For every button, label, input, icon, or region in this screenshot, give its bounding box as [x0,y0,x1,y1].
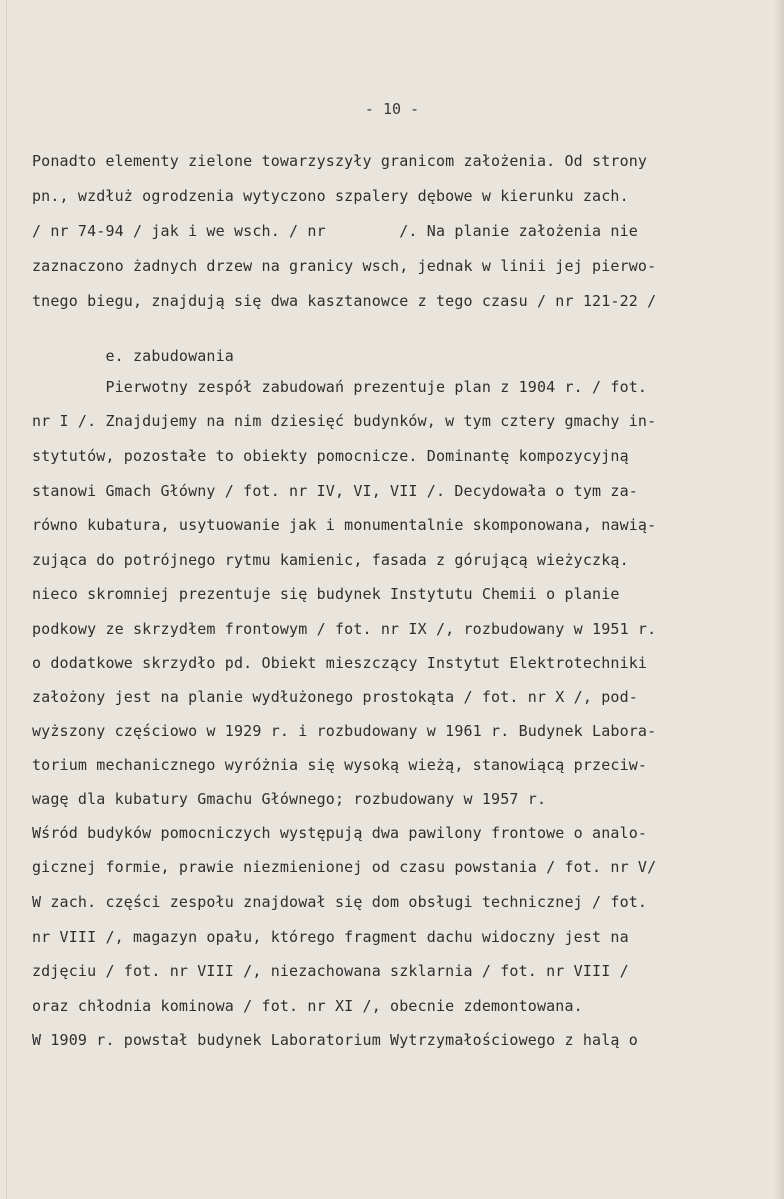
text-line: zaznaczono żadnych drzew na granicy wsch, jednak w linii jej pierwo- [32,257,657,275]
text-line: Pierwotny zespół zabudowań prezentuje plan z 1904 r. / fot. [32,378,648,396]
text-line: W 1909 r. powstał budynek Laboratorium Wytrzymałościowego z halą o [32,1031,638,1049]
text-line: tnego biegu, znajdują się dwa kasztanowce z tego czasu / nr 121-22 / [32,292,657,310]
text-line: oraz chłodnia kominowa / fot. nr XI /, obecnie zdemontowana. [32,997,583,1015]
text-line: pn., wzdłuż ogrodzenia wytyczono szpalery dębowe w kierunku zach. [32,187,629,205]
text-line: nr I /. Znajdujemy na nim dziesięć budynków, w tym cztery gmachy in- [32,412,657,430]
text-line: torium mechanicznego wyróżnia się wysoką wieżą, stanowiącą przeciw- [32,756,648,774]
text-line: gicznej formie, prawie niezmienionej od czasu powstania / fot. nr V/ [32,858,657,876]
text-line: Ponadto elementy zielone towarzyszyły granicom założenia. Od strony [32,152,648,170]
text-line: równo kubatura, usytuowanie jak i monumentalnie skomponowana, nawią- [32,516,657,534]
text-line: W zach. części zespołu znajdował się dom obsługi technicznej / fot. [32,893,648,911]
text-line: zdjęciu / fot. nr VIII /, niezachowana szklarnia / fot. nr VIII / [32,962,629,980]
text-line: wyższony częściowo w 1929 r. i rozbudowany w 1961 r. Budynek Labora- [32,722,657,740]
text-line: nieco skromniej prezentuje się budynek Instytutu Chemii o planie [32,585,620,603]
text-line: założony jest na planie wydłużonego prostokąta / fot. nr X /, pod- [32,688,638,706]
text-line: stytutów, pozostałe to obiekty pomocnicze. Dominantę kompozycyjną [32,447,629,465]
scan-edge-shadow [774,0,784,1199]
text-line: zująca do potrójnego rytmu kamienic, fasada z górującą wieżyczką. [32,551,629,569]
text-line: Wśród budyków pomocniczych występują dwa pawilony frontowe o analo- [32,824,648,842]
text-line: / nr 74-94 / jak i we wsch. / nr /. Na planie założenia nie [32,222,638,240]
page-number: - 10 - [364,100,420,118]
section-heading: e. zabudowania [32,347,234,365]
text-line: o dodatkowe skrzydło pd. Obiekt mieszczący Instytut Elektrotechniki [32,654,648,672]
text-line: podkowy ze skrzydłem frontowym / fot. nr IX /, rozbudowany w 1951 r. [32,620,657,638]
text-line: wagę dla kubatury Gmachu Głównego; rozbudowany w 1957 r. [32,790,547,808]
scan-edge-line [6,0,7,1199]
text-line: stanowi Gmach Główny / fot. nr IV, VI, VII /. Decydowała o tym za- [32,482,638,500]
text-line: nr VIII /, magazyn opału, którego fragment dachu widoczny jest na [32,928,629,946]
